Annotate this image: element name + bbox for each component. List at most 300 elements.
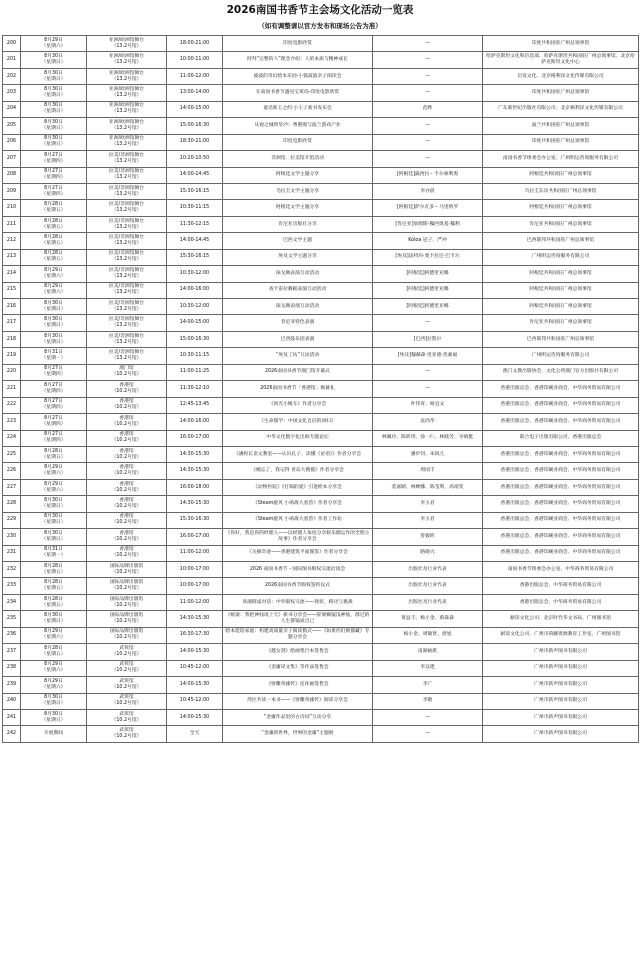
activity-cell: 查卡雷拉舞蹈表演互动活动 [223,282,373,298]
organizer-cell: 香港出版总会、香港印刷业商会、中华商务贸易有限公司 [483,397,639,413]
time-cell: 10:00-17:00 [167,562,223,578]
venue-cell: 武侠馆 （10.2号馆） [87,660,167,676]
guest-cell: [埃及]法特玛·奥卡拉尼·巴卡尔 [373,249,483,265]
date-cell: 8月30日 （星期日） [21,68,87,84]
guest-cell: 袁尚华 [373,414,483,430]
venue-cell: 拉美/非洲馆舞台 （13.2号馆） [87,282,167,298]
activity-cell: 印度电影欣赏 [223,134,373,150]
guest-cell: 李玉君 [373,512,483,528]
time-cell: 14:00-15:00 [167,101,223,117]
activity-cell: 2026 南国书香节・国际图书版权交流洽谈会 [223,562,373,578]
date-cell: 8月28日 （星期五） [21,562,87,578]
activity-cell: 阿根廷文学主题分享 [223,200,373,216]
venue-cell: 香港馆 （10.2号馆） [87,381,167,397]
table-row [3,677,639,693]
activity-cell: 在南国书香节遇见宝莱坞-印度电影欣赏 [223,85,373,101]
activity-cell: 2026南国书香节版权签约仪式 [223,578,373,594]
table-row [3,660,639,676]
date-cell: 8月30日 （星期日） [21,496,87,512]
guest-cell: — [373,364,483,380]
activity-cell: 印度电影欣赏 [223,36,373,52]
time-cell: 18:00-21:00 [167,36,223,52]
row-number: 217 [3,315,21,331]
table-row [3,68,639,84]
organizer-cell: 阿根廷共和国驻广州总领事馆 [483,266,639,282]
time-cell: 全天 [167,726,223,742]
venue-cell: 香港馆 （10.2号馆） [87,414,167,430]
guest-cell: 路晓兴 [373,545,483,561]
table-row [3,397,639,413]
time-cell: 14:00-14:45 [167,233,223,249]
date-cell: 8月28日 （星期五） [21,200,87,216]
activity-cell: 2026南国书香节澳门馆开幕式 [223,364,373,380]
activity-cell: 巴西鼓乐团表演 [223,331,373,347]
activity-cell: 肯尼亚特色表演 [223,315,373,331]
venue-cell: 拉美/非洲馆舞台 （13.2号馆） [87,299,167,315]
row-number: 205 [3,118,21,134]
venue-cell: 拉美/非洲馆舞台 （13.2号馆） [87,216,167,232]
time-cell: 15:00-16:30 [167,331,223,347]
time-cell: 10:20-10:50 [167,151,223,167]
organizer-cell: 波兰共和国驻广州总领事馆 [483,118,639,134]
guest-cell: [阿根廷]萨尔瓦多・马里纳罗 [373,200,483,216]
table-row [3,446,639,462]
venue-cell: 香港馆 （10.2号馆） [87,446,167,462]
organizer-cell: 香港出版总会、香港印刷业商会、中华商务贸易有限公司 [483,512,639,528]
venue-cell: 拉美/非洲馆舞台 （13.2号馆） [87,167,167,183]
table-row [3,545,639,561]
date-cell: 8月27日 （星期四） [21,381,87,397]
organizer-cell: 启发文化、北京格利泽文化传媒有限公司 [483,68,639,84]
table-row [3,233,639,249]
guest-cell: 出版社及行业代表 [373,578,483,594]
activity-cell: 《动物医院》《打嗝的爱》引进绘本分享会 [223,479,373,495]
activity-cell: 探戈舞表演互动活动 [223,299,373,315]
guest-cell: — [373,381,483,397]
organizer-cell: 香港出版总会、香港印刷业商会、中华商务贸易有限公司 [483,446,639,462]
row-number: 215 [3,282,21,298]
row-number: 218 [3,331,21,347]
venue-cell: 香港馆 （10.2号馆） [87,430,167,446]
venue-cell: 澳门馆 （10.2号馆） [87,364,167,380]
venue-cell: 香港馆 （10.2号馆） [87,512,167,528]
table-row [3,430,639,446]
row-number: 235 [3,611,21,627]
table-row [3,529,639,545]
venue-cell: 国际品牌出版馆 （10.2号馆） [87,578,167,594]
activity-cell: 2026南国书香节「香港馆」揭幕礼 [223,381,373,397]
activity-cell: 湾区共读一本书——《射雕英雄传》阅读分享会 [223,693,373,709]
row-number: 214 [3,266,21,282]
row-number: 233 [3,578,21,594]
venue-cell: 国际品牌出版馆 （10.2号馆） [87,611,167,627]
table-row [3,167,639,183]
date-cell: 8月30日 （星期日） [21,118,87,134]
guest-cell: 周国丰 [373,463,483,479]
organizer-cell: 香港出版总会、香港印刷业商会、中华商务贸易有限公司 [483,463,639,479]
activity-cell: 巴西文学主题 [223,233,373,249]
organizer-cell: 巴西联邦共和国驻广州总领事馆 [483,233,639,249]
table-row [3,644,639,660]
guest-cell: — [373,52,483,68]
row-number: 225 [3,446,21,462]
date-cell: 8月30日 （星期日） [21,315,87,331]
table-row [3,709,639,725]
date-cell: 8月31日 （星期一） [21,545,87,561]
organizer-cell: 阿根廷共和国驻广州总领事馆 [483,167,639,183]
date-cell: 8月30日 （星期日） [21,693,87,709]
row-number: 213 [3,249,21,265]
activity-cell: 童话新王之约·小王子新书发布会 [223,101,373,117]
row-number: 240 [3,693,21,709]
date-cell: 8月30日 （星期日） [21,134,87,150]
venue-cell: 拉美/非洲馆舞台 （13.2号馆） [87,331,167,347]
organizer-cell: 广州市新声图书有限公司 [483,644,639,660]
organizer-cell: 阿根廷共和国驻广州总领事馆 [483,282,639,298]
row-number: 219 [3,348,21,364]
venue-cell: 拉美/非洲馆舞台 （13.2号馆） [87,266,167,282]
activity-cell: 《关顿奇迹——香港建筑平面图鉴》作者分享会 [223,545,373,561]
guest-cell: 范晔 [373,101,483,117]
guest-cell: 李广 [373,677,483,693]
activity-cell: 从视之城到华沙：粤港澳与波兰游戏产业 [223,118,373,134]
row-number: 207 [3,151,21,167]
activity-cell: 乌拉圭文学主题分享 [223,183,373,199]
guest-cell: 叶伟青、杨宜文 [373,397,483,413]
organizer-cell: 香港出版总会、中华商务贸易有限公司 [483,594,639,610]
time-cell: 12:45-13:45 [167,397,223,413]
activity-cell: “金庸作品里的古诗词”互动分享 [223,709,373,725]
guest-cell: — [373,315,483,331]
organizer-cell: 哈萨克斯坦文化和信息部、哈萨克斯坦共和国驻广州总领事馆、北京哈萨克斯坦文化中心 [483,52,639,68]
venue-cell: 拉美/非洲馆舞台 （13.2号馆） [87,151,167,167]
date-cell: 8月27日 （星期四） [21,430,87,446]
guest-cell: Koloa 冠子、严冲 [373,233,483,249]
organizer-cell: 香港出版总会、香港印刷业商会、中华商务贸易有限公司 [483,381,639,397]
time-cell: 14:30-15:30 [167,611,223,627]
venue-cell: 国际品牌出版馆 （10.2号馆） [87,594,167,610]
guest-cell: 潘步钊、朱锐儿 [373,446,483,462]
venue-cell: 亚洲/欧洲馆舞台 （13.2号馆） [87,118,167,134]
venue-cell: 武侠馆 （10.2号馆） [87,677,167,693]
date-cell: 8月30日 （星期日） [21,101,87,117]
table-row [3,101,639,117]
organizer-cell: 耐读文化公司、广州市荷藤资源教育工作室、广州图书馆 [483,627,639,643]
row-number: 201 [3,52,21,68]
date-cell: 8月29日 （星期六） [21,282,87,298]
table-row [3,315,639,331]
organizer-cell: 阿根廷共和国驻广州总领事馆 [483,299,639,315]
venue-cell: 武侠馆 （10.2号馆） [87,693,167,709]
guest-cell: [巴西]拉凯尔 [373,331,483,347]
guest-cell: — [373,85,483,101]
date-cell: 8月27日 （星期四） [21,364,87,380]
venue-cell: 武侠馆 （10.2号馆） [87,726,167,742]
activity-cell: 阿根廷文学主题分享 [223,167,373,183]
table-row [3,151,639,167]
row-number: 229 [3,512,21,528]
organizer-cell: 耐读文化公司、北京时代华文书局、广州图书馆 [483,611,639,627]
row-number: 206 [3,134,21,150]
guest-cell: 出版社及行业代表 [373,594,483,610]
time-cell: 10:45-12:00 [167,693,223,709]
venue-cell: 拉美/非洲馆舞台 （13.2号馆） [87,348,167,364]
activity-cell: 《Steam旋风 小萌战大恶兽》作者分享会 [223,496,373,512]
guest-cell: [阿根廷]阿德里亚娜 [373,282,483,298]
row-number: 226 [3,463,21,479]
venue-cell: 国际品牌出版馆 （10.2号馆） [87,562,167,578]
table-row [3,134,639,150]
table-row [3,348,639,364]
time-cell: 15:30-16:15 [167,183,223,199]
time-cell: 16:00-17:00 [167,430,223,446]
activity-cell: 《Steam旋风 小萌战大恶兽》作者工作坊 [223,512,373,528]
date-cell: 8月30日 （星期日） [21,529,87,545]
date-cell: 8月30日 （星期日） [21,709,87,725]
date-cell: 8月27日 （星期四） [21,183,87,199]
venue-cell: 香港馆 （10.2号馆） [87,463,167,479]
venue-cell: 拉美/非洲馆舞台 （13.2号馆） [87,200,167,216]
guest-cell: 杨小金、周敏贤、唐旭 [373,627,483,643]
organizer-cell: 香港出版总会、香港印刷业商会、中华商务贸易有限公司 [483,545,639,561]
events-table [2,35,639,743]
venue-cell: 武侠馆 （10.2号馆） [87,644,167,660]
venue-cell: 拉美/非洲馆舞台 （13.2号馆） [87,249,167,265]
guest-cell: — [373,134,483,150]
date-cell: 8月28日 （星期五） [21,446,87,462]
organizer-cell: 香港出版总会、香港印刷业商会、中华商务贸易有限公司 [483,479,639,495]
table-row [3,479,639,495]
time-cell: 14:00-15:30 [167,709,223,725]
date-cell: 8月29日 （星期六） [21,36,87,52]
venue-cell: 香港馆 （10.2号馆） [87,479,167,495]
guest-cell: 出版社及行业代表 [373,562,483,578]
guest-cell: — [373,68,483,84]
table-row [3,578,639,594]
date-cell: 8月30日 （星期日） [21,611,87,627]
time-cell: 11:00-12:00 [167,545,223,561]
time-cell: 18:30-21:00 [167,134,223,150]
table-row [3,216,639,232]
organizer-cell: 联合电子出版有限公司、香港出版总会 [483,430,639,446]
date-cell: 8月29日 （星期六） [21,479,87,495]
date-cell: 8月28日 （星期五） [21,578,87,594]
guest-cell: — [373,709,483,725]
activity-cell: 《潘校长语文教室——认识孔子、读懂《论语》》作者分享会 [223,446,373,462]
activity-cell: 埃及文学主题分享 [223,249,373,265]
activity-cell: 非洲馆、拉美馆开馆活动 [223,151,373,167]
date-cell: 8月30日 （星期日） [21,512,87,528]
activity-cell: 探戈舞表演互动活动 [223,266,373,282]
table-row [3,381,639,397]
organizer-cell: 印度共和国驻广州总领事馆 [483,134,639,150]
row-number: 223 [3,414,21,430]
table-row [3,36,639,52]
guest-cell: 李以建 [373,660,483,676]
activity-cell: 《金庸译文集》等作品签售会 [223,660,373,676]
time-cell: 11:00-12:00 [167,68,223,84]
guest-cell: — [373,151,483,167]
venue-cell: 武侠馆 （10.2号馆） [87,709,167,725]
time-cell: 11:30-12:15 [167,216,223,232]
organizer-cell: 肯尼亚共和国驻广州总领事馆 [483,315,639,331]
table-row [3,627,639,643]
row-number: 237 [3,644,21,660]
venue-cell: 香港馆 （10.2号馆） [87,397,167,413]
row-number: 224 [3,430,21,446]
organizer-cell: 香港出版总会、香港印刷业商会、中华商务贸易有限公司 [483,414,639,430]
activity-cell: 《越女剑》绘画集行本签售会 [223,644,373,660]
guest-cell: [阿根廷]阿德里亚娜 [373,299,483,315]
time-cell: 10:45-12:00 [167,660,223,676]
activity-cell: 波波的奇幻绘本乐园-小狐波波亲子阅读会 [223,68,373,84]
venue-cell: 拉美/非洲馆舞台 （13.2号馆） [87,315,167,331]
row-number: 239 [3,677,21,693]
venue-cell: 香港馆 （10.2号馆） [87,545,167,561]
date-cell: 8月30日 （星期日） [21,52,87,68]
row-number: 202 [3,68,21,84]
row-number: 222 [3,397,21,413]
date-cell: 8月28日 （星期五） [21,216,87,232]
row-number: 230 [3,529,21,545]
date-cell: 8月30日 （星期日） [21,331,87,347]
time-cell: 11:30-12:10 [167,381,223,397]
venue-cell: 亚洲/欧洲馆舞台 （13.2号馆） [87,134,167,150]
time-cell: 10:30-12:00 [167,299,223,315]
time-cell: 14:00-15:00 [167,315,223,331]
row-number: 241 [3,709,21,725]
venue-cell: 亚洲/欧洲馆舞台 （13.2号馆） [87,68,167,84]
date-cell: 8月29日 （星期六） [21,677,87,693]
date-cell: 8月27日 （星期四） [21,167,87,183]
table-row [3,282,639,298]
table-row [3,496,639,512]
row-number: 232 [3,562,21,578]
table-row [3,85,639,101]
date-cell: 8月29日 （星期六） [21,463,87,479]
venue-cell: 拉美/非洲馆舞台 （13.2号馆） [87,233,167,249]
row-number: 242 [3,726,21,742]
date-cell: 8月31日 （星期一） [21,348,87,364]
guest-cell: [肯尼亚]詹姆斯·穆西奥基·穆利 [373,216,483,232]
activity-cell: 阿拜“完整的人”理念介绍：人的本质与精神成长 [223,52,373,68]
date-cell: 8月30日 （星期日） [21,299,87,315]
date-cell: 开展期间 [21,726,87,742]
organizer-cell: 广东新世纪出版社有限公司、北京格利泽文化传媒有限公司 [483,101,639,117]
activity-cell: 《生命儒学：中国文化自信的回归》 [223,414,373,430]
table-row [3,512,639,528]
table-row [3,52,639,68]
table-row [3,726,639,742]
row-number: 221 [3,381,21,397]
row-number: 228 [3,496,21,512]
guest-cell: 李玉君 [373,496,483,512]
row-number: 216 [3,299,21,315]
time-cell: 10:00-11:00 [167,52,223,68]
time-cell: 14:00-16:00 [167,282,223,298]
document-subtitle: （如有调整请以官方发布和现场公告为准） [258,22,382,30]
row-number: 220 [3,364,21,380]
row-number: 231 [3,545,21,561]
guest-cell: [埃及]穆赫森·里亚德·优素福 [373,348,483,364]
date-cell: 8月28日 （星期五） [21,644,87,660]
date-cell: 8月29日 （星期六） [21,660,87,676]
time-cell: 14:00-15:30 [167,677,223,693]
row-number: 212 [3,233,21,249]
date-cell: 8月29日 （星期六） [21,266,87,282]
time-cell: 15:30-16:15 [167,249,223,265]
date-cell: 8月28日 （星期五） [21,594,87,610]
table-row [3,266,639,282]
guest-cell: [阿根廷]露西拉・卡尔索利奥 [373,167,483,183]
date-cell: 8月27日 （星期四） [21,414,87,430]
row-number: 210 [3,200,21,216]
row-number: 203 [3,85,21,101]
time-cell: 14:30-15:30 [167,463,223,479]
organizer-cell: 印度共和国驻广州总领事馆 [483,36,639,52]
time-cell: 10:30-11:15 [167,348,223,364]
venue-cell: 国际品牌出版馆 （10.2号馆） [87,627,167,643]
organizer-cell: 南国书香节组委会办公室、中华商务贸易有限公司 [483,562,639,578]
time-cell: 14:00-16:00 [167,414,223,430]
venue-cell: 亚洲/欧洲馆舞台 （13.2号馆） [87,36,167,52]
row-number: 209 [3,183,21,199]
venue-cell: 香港馆 （10.2号馆） [87,529,167,545]
table-row [3,331,639,347]
date-cell: 8月27日 （星期四） [21,151,87,167]
organizer-cell: 阿根廷共和国驻广州总领事馆 [483,200,639,216]
row-number: 204 [3,101,21,117]
time-cell: 14:00-14:45 [167,167,223,183]
activity-cell: 《她忘了，我记得 青岛大搜猫》作者分享会 [223,463,373,479]
date-cell: 8月30日 （星期日） [21,85,87,101]
activity-cell: 肯尼亚出版社分享 [223,216,373,232]
organizer-cell: 巴西联邦共和国驻广州总领事馆 [483,331,639,347]
activity-cell: “埃及工坊”互动活动 [223,348,373,364]
venue-cell: 拉美/非洲馆舞台 （13.2号馆） [87,183,167,199]
date-cell: 8月27日 （星期四） [21,397,87,413]
guest-cell: 南湖画派 [373,644,483,660]
time-cell: 11:00-11:25 [167,364,223,380]
table-row [3,562,639,578]
row-number: 236 [3,627,21,643]
guest-cell: — [373,118,483,134]
time-cell: 16:30-17:30 [167,627,223,643]
guest-cell: [阿根廷]阿德里亚娜 [373,266,483,282]
activity-cell: 《你好，我是你的经理人——以经理人角度分享娱乐圈运作的全程小故事》作者分享会 [223,529,373,545]
organizer-cell: 广州市新声图书有限公司 [483,660,639,676]
organizer-cell: 肯尼亚共和国驻广州总领事馆 [483,216,639,232]
time-cell: 10:30-11:15 [167,200,223,216]
organizer-cell: 香港出版总会、香港印刷业商会、中华商务贸易有限公司 [483,529,639,545]
time-cell: 16:00-18:00 [167,479,223,495]
venue-cell: 亚洲/欧洲馆舞台 （13.2号馆） [87,85,167,101]
table-row [3,249,639,265]
row-number: 227 [3,479,21,495]
guest-cell: 莫嘉晴、林婵娜、陈莹利、高靖雯 [373,479,483,495]
guest-cell: 黄益丰、杨小金、蔡森森 [373,611,483,627]
document-title: 2026南国书香节主会场文化活动一览表 [226,4,414,16]
row-number: 208 [3,167,21,183]
activity-cell: 高端圆桌对话：中外版权交流——现状、路径与挑战 [223,594,373,610]
activity-cell: 《纸梁：我把神仙请上天》新书分享会——辞梁赖镜浅神仙，群过的人生都镜成自己 [223,611,373,627]
organizer-cell: 香港出版总会、香港印刷业商会、中华商务贸易有限公司 [483,496,639,512]
activity-cell: 《射雕英雄传》连环画签售会 [223,677,373,693]
time-cell: 13:00-14:00 [167,85,223,101]
organizer-cell: 广州市新声图书有限公司 [483,677,639,693]
organizer-cell: 澳门文教出版协会、文化公所澳门官方出版社有限公司 [483,364,639,380]
guest-cell: 李敬 [373,693,483,709]
